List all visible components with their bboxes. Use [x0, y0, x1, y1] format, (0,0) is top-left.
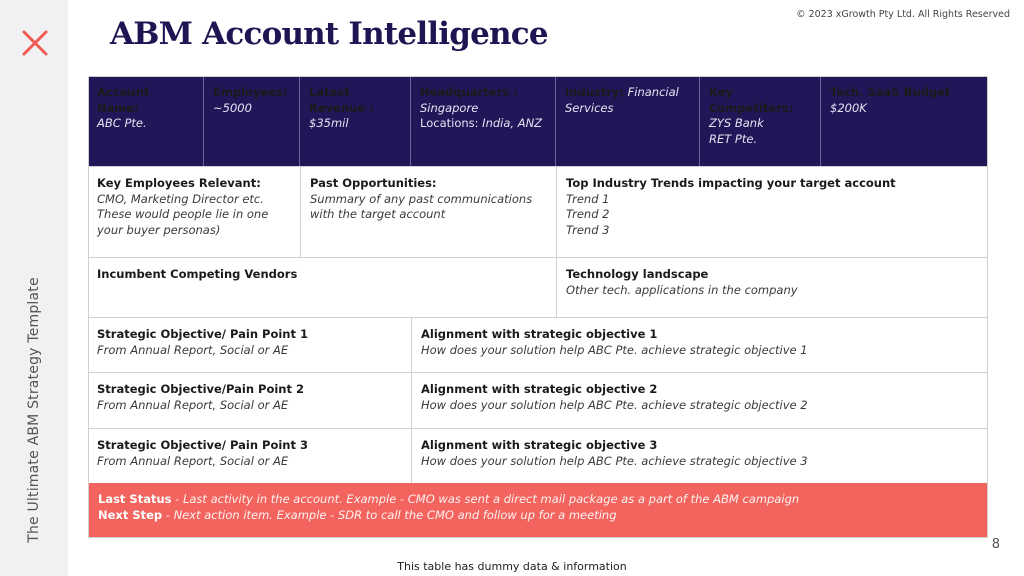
industry-cell — [556, 76, 700, 166]
past-opportunities-line: Summary of any past communications — [310, 191, 533, 206]
strategic-objective-sub: From Annual Report, Social or AE — [97, 342, 289, 357]
strategic-objective-label: Strategic Objective/Pain Point 2 — [97, 382, 304, 396]
strategic-objective-sub: From Annual Report, Social or AE — [97, 397, 289, 412]
employees-cell — [204, 76, 300, 166]
strategic-objective-1-cell — [88, 317, 411, 372]
x-mark-icon — [20, 28, 50, 58]
trend-item: Trend 1 — [566, 191, 610, 206]
technology-landscape-cell — [556, 257, 988, 317]
last-status-text: - Last activity in the account. Example - CMO was sent a direct mail package as a part of the ABM campaign — [171, 492, 800, 506]
past-opportunities-label: Past Opportunities: — [310, 176, 437, 190]
last-status-label: Last Status — [98, 492, 172, 506]
revenue-label: Latest Revenue : — [309, 85, 374, 115]
locations-value: India, ANZ — [482, 116, 543, 130]
saas-budget-cell — [821, 76, 988, 166]
competitor-1: ZYS Bank — [709, 116, 764, 130]
strategic-objective-3-cell — [88, 428, 411, 483]
strategic-objective-label: Strategic Objective/ Pain Point 3 — [97, 438, 308, 452]
alignment-2-cell — [411, 372, 988, 428]
key-employees-label: Key Employees Relevant: — [97, 176, 261, 190]
key-employees-line: These would people lie in one — [97, 207, 269, 221]
alignment-label: Alignment with strategic objective 1 — [421, 327, 658, 341]
alignment-label: Alignment with strategic objective 2 — [421, 382, 658, 396]
alignment-1-cell — [411, 317, 988, 372]
past-opportunities-line: with the target account — [310, 207, 446, 221]
revenue-value: $35mil — [309, 116, 349, 130]
competing-vendors-label: Incumbent Competing Vendors — [97, 267, 298, 281]
headquarters-cell — [411, 76, 556, 166]
alignment-sub: How does your solution help ABC Pte. achieve strategic objective 2 — [421, 397, 808, 412]
industry-trends-label: Top Industry Trends impacting your target account — [566, 176, 896, 190]
key-employees-line: your buyer personas) — [97, 222, 221, 237]
account-name-value: ABC Pte. — [97, 116, 147, 130]
alignment-label: Alignment with strategic objective 3 — [421, 438, 658, 452]
next-step-text: - Next action item. Example - SDR to call the CMO and follow up for a meeting — [162, 507, 617, 522]
sidebar-vertical-title: The Ultimate ABM Strategy Template — [26, 277, 42, 543]
locations-label: Locations: — [420, 116, 483, 130]
competitors-cell — [700, 76, 821, 166]
industry-label: Industry: — [565, 85, 624, 99]
copyright-text: © 2023 xGrowth Pty Ltd. All Rights Reserved — [796, 9, 1010, 20]
next-step-label: Next Step — [98, 507, 163, 522]
competing-vendors-cell — [88, 257, 556, 317]
status-bar — [88, 483, 988, 538]
industry-value: Financial Services — [565, 85, 679, 115]
alignment-sub: How does your solution help ABC Pte. achieve strategic objective 1 — [421, 342, 808, 357]
headquarters-value: Singapore — [420, 100, 479, 115]
technology-landscape-label: Technology landscape — [566, 267, 709, 281]
strategic-objective-sub: From Annual Report, Social or AE — [97, 453, 289, 468]
key-employees-line: CMO, Marketing Director etc. — [97, 191, 264, 206]
competitor-2: RET Pte. — [709, 131, 758, 146]
key-employees-cell — [88, 166, 300, 257]
trend-item: Trend 3 — [566, 222, 610, 237]
trend-item: Trend 2 — [566, 207, 610, 221]
technology-landscape-value: Other tech. applications in the company — [566, 282, 798, 297]
strategic-objective-2-cell — [88, 372, 411, 428]
sidebar — [0, 0, 68, 576]
strategic-objective-label: Strategic Objective/ Pain Point 1 — [97, 327, 308, 341]
alignment-3-cell — [411, 428, 988, 483]
account-name-cell — [88, 76, 204, 166]
saas-budget-label: Tech. SaaS Budget — [830, 85, 951, 99]
footer-note: This table has dummy data & information — [397, 560, 627, 573]
past-opportunities-cell — [300, 166, 556, 257]
headquarters-label: Headquarters : — [420, 85, 518, 99]
saas-budget-value: $200K — [830, 100, 867, 115]
page-title: ABM Account Intelligence — [110, 16, 548, 52]
employees-value: ~5000 — [213, 100, 252, 115]
revenue-cell — [300, 76, 411, 166]
competitors-label: Key Competitors: — [709, 85, 794, 115]
account-name-label: Account Name: — [97, 85, 150, 115]
alignment-sub: How does your solution help ABC Pte. achieve strategic objective 3 — [421, 453, 808, 468]
employees-label: Employees: — [213, 85, 288, 99]
industry-trends-cell — [556, 166, 988, 257]
page-number: 8 — [991, 537, 1000, 552]
